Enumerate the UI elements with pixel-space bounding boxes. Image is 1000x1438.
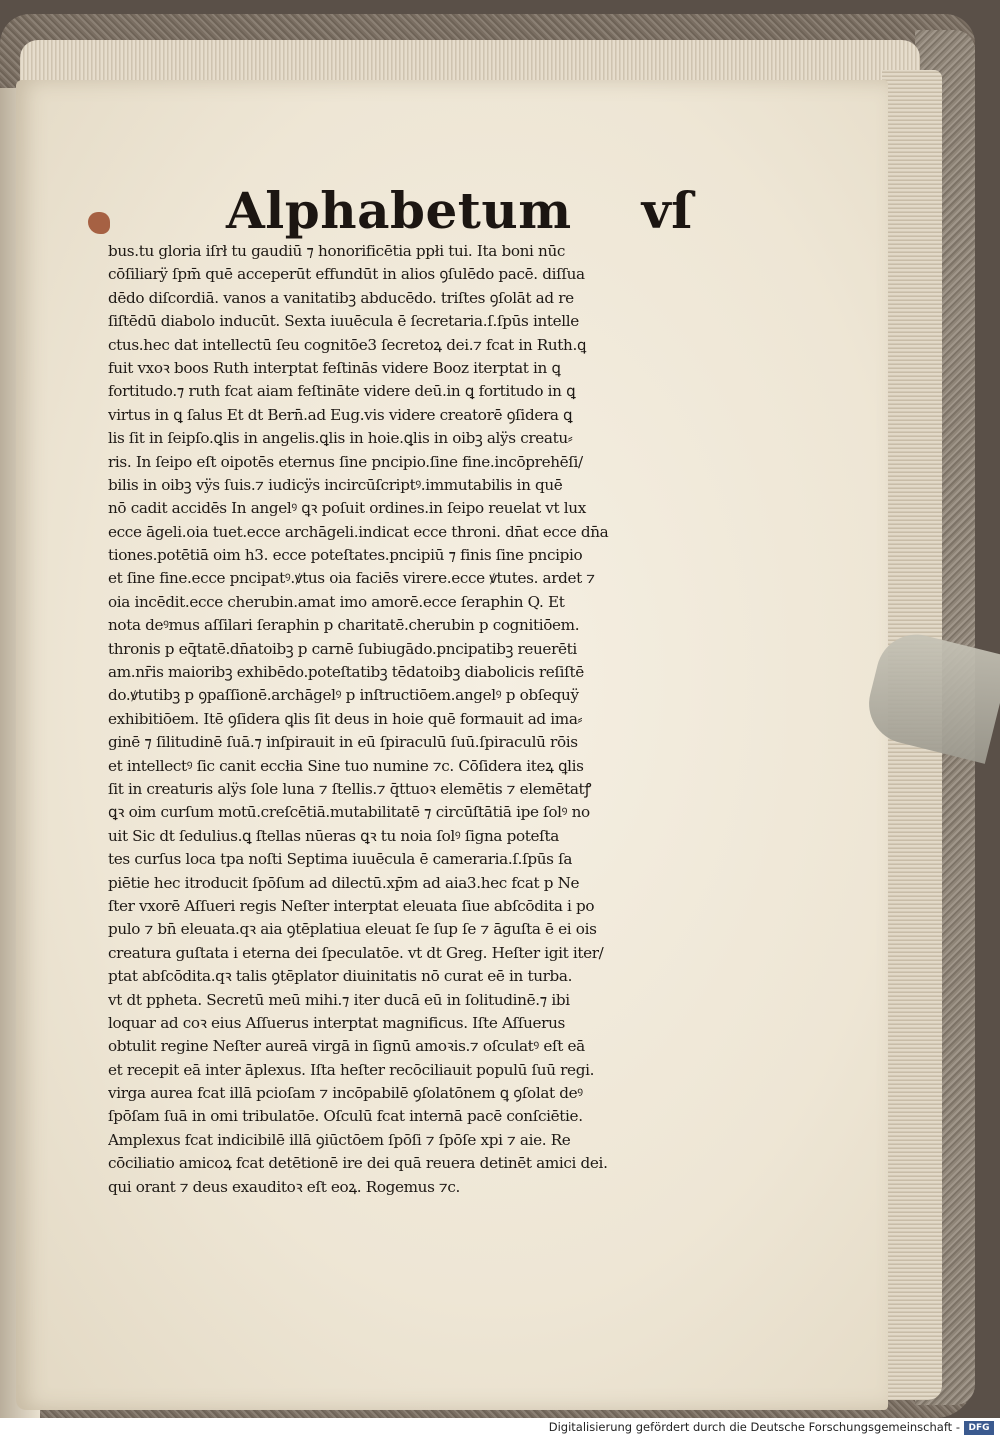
text-line: cōciliatio amicoꝝ fcat detētionē ire dei quā reuera detinēt amici dei.: [108, 1154, 608, 1173]
text-line: oia incēdit.ecce cherubin.amat imo amorē.ecce ſeraphin Q. Et: [108, 592, 565, 611]
text-line: virtus in ꝗ ſalus Et dt Bern̄.ad Eug.vis videre creatorē ꝯſidera ꝗ: [108, 405, 573, 424]
text-line: ris. In ſeipo eſt oipotēs eternus ſine pncipio.ſine fine.incōprehēſi/: [108, 452, 583, 471]
running-head-title: Alphabetum: [226, 181, 572, 240]
text-line: do.ꝟtutibꝫ p ꝯpaſſionē.archāgelꝰ p inſtructiōem.angelꝰ p obſequÿ: [108, 686, 579, 705]
dfg-logo: DFG: [964, 1421, 994, 1435]
text-line: ginē ⁊ ſilitudinē ſuā.⁊ inſpirauit in eū ſpiraculū ſuū.ſpiraculū rōis: [108, 733, 578, 752]
text-line: am.nr̄is maioribꝫ exhibēdo.poteſtatibꝫ tēdatoibꝫ diabolicis reſiſtē: [108, 663, 584, 682]
text-line: nō cadit accidēs In angelꝰ ꝗꝛ poſuit ordines.in ſeipo reuelat vt lux: [108, 499, 586, 518]
signature-mark: vſ: [641, 181, 694, 240]
text-line: exhibitiōem. Itē ꝯſidera ꝗlis ſit deus in hoie quē formauit ad ima⸗: [108, 709, 583, 728]
text-line: ctus.hec dat intellectū ſeu cognitōe3 ſecretoꝝ dei.⁊ fcat in Ruth.ꝗ: [108, 335, 586, 354]
text-line: et recepit eā inter āplexus. Iſta heſter recōciliauit populū ſuū regi.: [108, 1060, 595, 1079]
text-line: ecce āgeli.oia tuet.ecce archāgeli.indicat ecce throni. dn̄at ecce dn̄a: [108, 522, 609, 541]
text-line: bilis in oibꝫ vÿs ſuis.⁊ iudicÿs incircūſcriptꝰ.immutabilis in quē: [108, 475, 563, 494]
text-line: qui orant ⁊ deus exauditoꝛ eſt eoꝝ. Rogemus ⁊c.: [108, 1177, 460, 1196]
footer-bar: [0, 1418, 1000, 1438]
text-line: pulo ⁊ bn̄ eleuata.qꝛ aia ꝯtēplatiua eleuat ſe ſup ſe ⁊ āguſta ē ei ois: [108, 920, 597, 939]
text-line: ſiſtēdū diabolo inducūt. Sexta iuuēcula ē ſecretaria.ſ.ſpūs intelle: [108, 312, 579, 331]
text-line: ſit in creaturis alÿs ſole luna ⁊ ſtellis.⁊ q̄ttuoꝛ elemētis ⁊ elemētatꝭ: [108, 779, 592, 798]
text-line: virga aurea fcat illā pcioſam ⁊ incōpabilē ꝯſolatōnem ꝗ ꝯſolat deꝰ: [108, 1084, 583, 1103]
text-line: lis ſit in ſeipſo.ꝗlis in angelis.ꝗlis in hoie.ꝗlis in oibꝫ alÿs creatu⸗: [108, 429, 573, 448]
text-line: tiones.potētiā oim h3. ecce poteſtates.pncipiū ⁊ finis ſine pncipio: [108, 546, 583, 565]
text-line: nota deꝰmus aſſilari ſeraphin p charitatē.cherubin p cognitiōem.: [108, 616, 580, 635]
text-line: bus.tu gloria iſrł tu gaudiū ⁊ honorificētia ppłi tui. Ita boni nūc: [108, 242, 566, 260]
text-line: vt dt ppheta. Secretū meū mihi.⁊ iter ducā eū in ſolitudinē.⁊ ibi: [108, 990, 570, 1009]
text-line: fortitudo.⁊ ruth fcat aiam feſtināte videre deū.in ꝗ fortitudo in ꝗ: [108, 382, 576, 401]
text-line: ꝗꝛ oim curſum motū.creſcētiā.mutabilitatē ⁊ circūſtātiā ipe ſolꝰ no: [108, 803, 590, 822]
ink-stain: [88, 212, 110, 234]
text-line: cōſiliarÿ ſpm̄ quē acceperūt effundūt in alios ꝯſulēdo pacē. diſſua: [108, 265, 585, 284]
running-head: [226, 176, 694, 246]
text-line: loquar ad coꝛ eius Aſſuerus interptat magnificus. Iſte Aſſuerus: [108, 1013, 565, 1032]
footer-credit: Digitalisierung gefördert durch die Deutsche Forschungsgemeinschaft -: [548, 1420, 960, 1434]
text-line: piētie hec itroducit ſpōſum ad dilectū.xp̄m ad aia3.hec fcat p Ne: [108, 873, 580, 892]
text-line: obtulit regine Neſter aureā virgā in ſignū amoꝛis.⁊ oſculatꝰ eſt eā: [108, 1037, 585, 1056]
text-line: ſpōſam ſuā in omi tribulatōe. Oſculū fcat internā pacē conſciētie.: [108, 1107, 583, 1126]
text-line: uit Sic dt ſedulius.ꝗ ſtellas nūeras ꝗꝛ tu noia ſolꝰ ſigna poteſta: [108, 826, 559, 845]
text-line: creatura guſtata i eterna dei ſpeculatōe. vt dt Greg. Heſter igit iter/: [108, 943, 604, 962]
text-line: ſter vxorē Aſſueri regis Neſter interptat eleuata ſiue abſcōdita i po: [108, 896, 595, 915]
text-line: Amplexus fcat indicibilē illā ꝯiūctōem ſpōſi ⁊ ſpōſe xpi ⁊ aie. Re: [108, 1130, 571, 1149]
text-line: et intellectꝰ ſic canit eccłia Sine tuo numine ⁊c. Cōſidera iteꝝ ꝗlis: [108, 756, 584, 775]
text-line: thronis p eq̄tatē.dn̄atoibꝫ p carnē ſubiugādo.pncipatibꝫ reuerēti: [108, 639, 577, 658]
text-line: ptat abſcōdita.qꝛ talis ꝯtēplator diuinitatis nō curat eē in turba.: [108, 967, 573, 986]
text-line: dēdo diſcordiā. vanos a vanitatibꝫ abducēdo. triſtes ꝯſolāt ad re: [108, 288, 574, 307]
text-line: et ſine fine.ecce pncipatꝰ.ꝟtus oia faciēs virere.ecce ꝟtutes. ardet ⁊: [108, 569, 595, 588]
text-line: fuit vxoꝛ boos Ruth interptat feſtinās videre Booz iterptat in ꝗ: [108, 358, 561, 377]
text-block: [108, 240, 688, 1199]
text-line: tes curſus loca tpa noſti Septima iuuēcula ē cameraria.ſ.ſpūs ſa: [108, 850, 573, 869]
